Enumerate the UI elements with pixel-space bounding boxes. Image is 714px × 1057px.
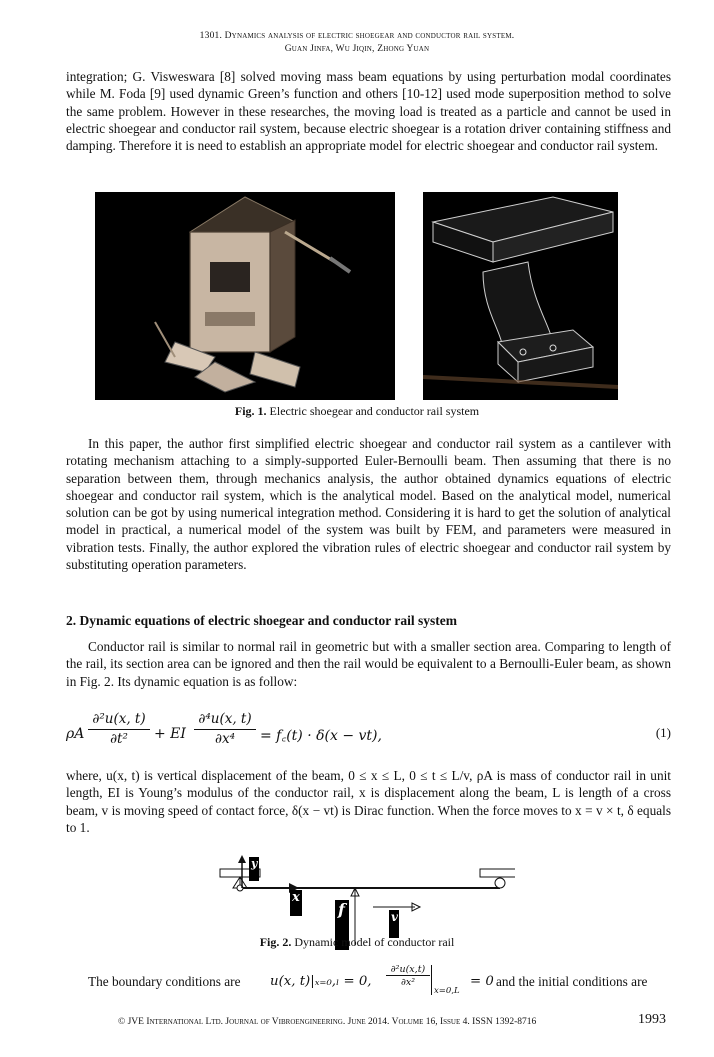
eq1-rhs: = f꜀(t) · δ(x − vt),: [260, 728, 382, 744]
fig1-image-conductor-rail: [423, 192, 618, 400]
running-header-title: 1301. Dynamics analysis of electric shoegear and conductor rail system.: [199, 31, 515, 41]
eq1-term2-denominator: ∂x⁴: [194, 729, 256, 747]
eq1-term1-denominator: ∂t²: [88, 729, 150, 747]
paragraph-intro: integration; G. Visweswara [8] solved moving mass beam equations by using perturbation modal coordinates while M. Foda [9] used dynamic Green’s function and others [10-12] used mode superposition method to solve the same problem. However in these researches, the moving load is treated as a particle and cannot be used in electric shoegear and conductor rail system, because electric shoegear is a rotation driver containing stiffness and damping. Therefore it is need to establish an appropriate model for electric shoegear and conductor rail system.: [66, 69, 671, 154]
equation-1: [66, 711, 671, 763]
bc-subscript: x=0,L: [434, 986, 460, 996]
bc-part2: = 0: [470, 974, 494, 989]
bc-part1: u(x, t)|ₓ₌₀,ₗ = 0,: [270, 974, 372, 989]
bc-text-start: The boundary conditions are: [88, 974, 241, 989]
eq1-term2-numerator: ∂⁴u(x, t): [198, 711, 252, 727]
paragraph-definitions: where, u(x, t) is vertical displacement of the beam, 0 ≤ x ≤ L, 0 ≤ t ≤ L/v, ρA is mass of conductor rail in unit length, EI is Young’s modulus of the conductor rail, x is displacement along the beam, L is length of a cross beam, v is moving speed of contact force, δ(x − vt) is Dirac function. When the force moves to x = v × t, δ equals to 1.: [66, 768, 671, 835]
fig1-image-shoegear: [95, 192, 395, 400]
paragraph-conductor-rail: Conductor rail is similar to normal rail in geometric but with a smaller section area. Comparing to length of the rail, its section area can be ignored and then the rail would be equivalent to a Bernoulli-Euler beam, as shown in Fig. 2. Its dynamic equation is as follow:: [66, 639, 671, 689]
fig2-var-v: v: [391, 910, 398, 924]
fig2-label: Fig. 2.: [259, 935, 292, 949]
bc-text-end: and the initial conditions are: [496, 974, 648, 989]
eq1-coef: ρA: [66, 726, 85, 742]
fig2-var-x: x: [292, 890, 300, 905]
paragraph-boundary-conditions: [66, 964, 671, 1002]
section-heading: 2. Dynamic equations of electric shoegear and conductor rail system: [66, 613, 457, 628]
fig2-caption: [0, 935, 714, 950]
fig2-var-y: y: [251, 857, 258, 870]
footer-page-number: 1993: [638, 1012, 666, 1027]
eq1-term1-numerator: ∂²u(x, t): [92, 711, 146, 727]
eq1-number: (1): [655, 725, 671, 740]
bc-frac-denominator: ∂x²: [386, 975, 430, 988]
running-header-authors: Guan Jinfa, Wu Jiqin, Zhong Yuan: [284, 44, 430, 54]
eq1-plus-ei: + EI: [154, 726, 186, 742]
paragraph-approach: In this paper, the author first simplified electric shoegear and conductor rail system as a cantilever with rotating mechanism attaching to a simply-supported Euler-Bernoulli beam. Then assuming that there is no separation between them, through mechanics analysis, the author obtained dynamics equations of electric shoegear and conductor rail system, which is the analytical model. Based on the analytical model, numerical solution can be got by using numerical integration method. Considering it is hard to get the solution of analytical model in practical, a numerical model of the system was built by FEM, and parameters were measured in vibration tests. Finally, the author explored the vibration rules of electric shoegear and conductor rail system by substituting operation parameters.: [66, 436, 671, 573]
fig2-var-f: f: [338, 900, 345, 919]
fig2-caption-text: Dynamic model of conductor rail: [294, 935, 455, 949]
fig1-caption-text: Electric shoegear and conductor rail system: [269, 404, 480, 418]
bc-frac-numerator: ∂²u(x,t): [390, 964, 426, 975]
footer-journal: © JVE International Ltd. Journal of Vibroengineering. June 2014. Volume 16, Issue 4. ISSN 1392-8716: [118, 1017, 537, 1027]
fig1-label: Fig. 1.: [234, 404, 267, 418]
fig1-caption: [0, 404, 714, 419]
bc-evaluation-bar: [431, 965, 432, 995]
